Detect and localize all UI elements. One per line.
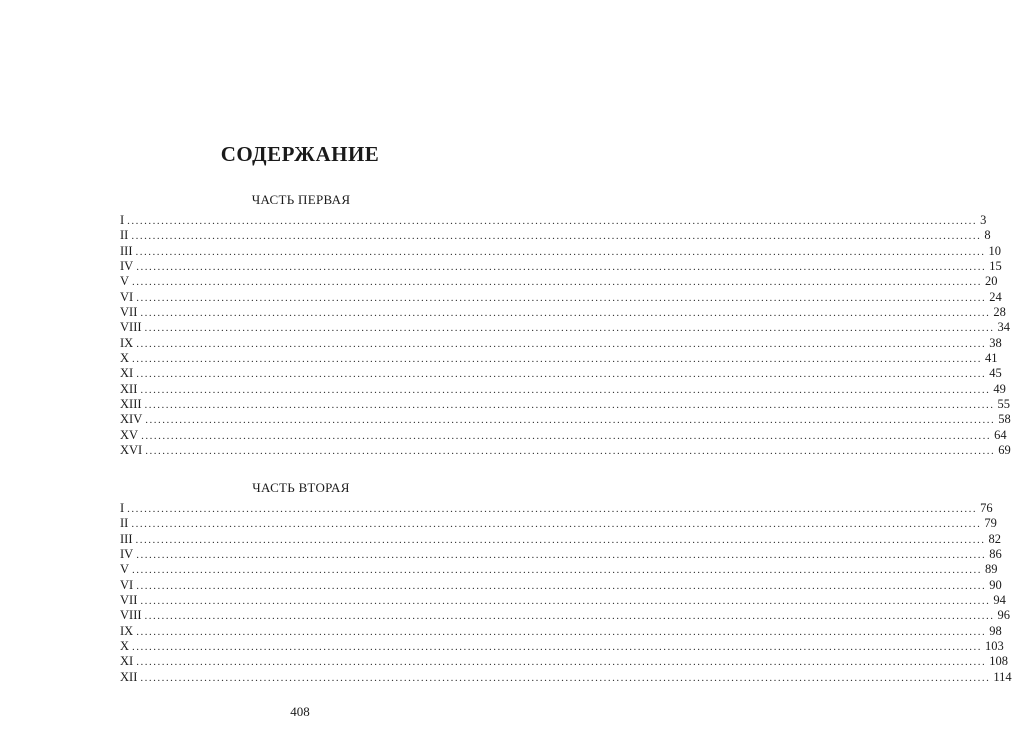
chapter-number: I [120, 213, 125, 227]
chapter-page-number: 94 [993, 592, 1006, 607]
dot-leader: ........................................................................................................................................................................................................ [135, 245, 986, 258]
chapter-page-number: 98 [989, 623, 1002, 638]
chapter-number: IX [120, 335, 134, 350]
toc-entry [120, 654, 1008, 669]
chapter-number: II [120, 228, 129, 243]
dot-leader: ........................................................................................................................................................................................................ [136, 260, 987, 273]
chapter-page-number: 10 [988, 243, 1001, 258]
chapter-number: X [120, 638, 130, 653]
chapter-number: VI [120, 289, 134, 304]
toc-entry [120, 427, 1007, 443]
chapter-number: VII [120, 304, 138, 319]
dot-leader: ........................................................................................................................................................................................................ [144, 398, 995, 411]
chapter-page-number: 15 [989, 258, 1002, 273]
chapter-page-number: 41 [985, 350, 998, 365]
chapter-page-number: 49 [993, 381, 1006, 396]
chapter-number: I [120, 501, 125, 515]
chapter-number: IV [120, 258, 134, 273]
dot-leader: ........................................................................................................................................................................................................ [127, 503, 978, 515]
toc-part-two [120, 479, 1012, 685]
chapter-number: XI [120, 654, 134, 669]
part-heading: ЧАСТЬ ПЕРВАЯ [251, 192, 351, 207]
dot-leader: ........................................................................................................................................................................................................ [132, 352, 983, 365]
dot-leader: ........................................................................................................................................................................................................ [140, 594, 991, 607]
toc-part-one [120, 191, 1011, 458]
toc-entry [120, 608, 1011, 623]
chapter-page-number: 90 [989, 577, 1002, 592]
dot-leader: ........................................................................................................................................................................................................ [132, 276, 983, 289]
chapter-page-number: 86 [989, 546, 1002, 561]
toc-entry [120, 350, 998, 366]
chapter-page-number: 76 [980, 501, 993, 515]
chapter-page-number: 45 [989, 366, 1002, 381]
toc-list [120, 213, 1011, 458]
toc-entry [120, 562, 998, 577]
toc-entry [120, 258, 1002, 274]
toc-entry [120, 213, 987, 228]
chapter-page-number: 114 [993, 669, 1012, 684]
dot-leader: ........................................................................................................................................................................................................ [131, 518, 982, 531]
dot-leader: ........................................................................................................................................................................................................ [145, 414, 996, 427]
toc-entry [120, 381, 1006, 397]
page-title: СОДЕРЖАНИЕ [220, 142, 380, 166]
chapter-number: VI [120, 577, 134, 592]
chapter-number: IX [120, 623, 134, 638]
chapter-number: XI [120, 366, 134, 381]
chapter-page-number: 55 [997, 396, 1011, 411]
toc-entry [120, 274, 998, 289]
chapter-number: XV [120, 427, 139, 442]
dot-leader: ........................................................................................................................................................................................................ [136, 579, 987, 592]
part-heading: ЧАСТЬ ВТОРАЯ [252, 480, 350, 495]
dot-leader: ........................................................................................................................................................................................................ [140, 383, 991, 396]
chapter-number: III [120, 531, 133, 546]
chapter-number: XIII [120, 396, 142, 411]
dot-leader: ........................................................................................................................................................................................................ [140, 671, 991, 684]
chapter-number: XVI [120, 442, 143, 457]
toc-entry [120, 243, 1001, 259]
chapter-page-number: 69 [998, 442, 1011, 457]
dot-leader: ........................................................................................................................................................................................................ [136, 625, 987, 638]
toc-entry [120, 289, 1002, 305]
chapter-page-number: 3 [980, 213, 987, 227]
chapter-number: VIII [120, 320, 142, 335]
chapter-page-number: 24 [989, 289, 1002, 304]
toc-entry [120, 623, 1002, 639]
dot-leader: ........................................................................................................................................................................................................ [132, 564, 983, 577]
dot-leader: ........................................................................................................................................................................................................ [144, 322, 995, 335]
toc-list [120, 501, 1012, 685]
toc-entry [120, 516, 997, 531]
chapter-page-number: 82 [988, 531, 1001, 546]
chapter-page-number: 108 [989, 654, 1008, 669]
toc-entry [120, 669, 1012, 685]
chapter-page-number: 89 [985, 562, 998, 577]
toc-entry [120, 366, 1002, 381]
page-number: 408 [290, 704, 310, 719]
toc-entry [120, 546, 1002, 562]
chapter-number: X [120, 350, 130, 365]
chapter-page-number: 103 [985, 638, 1004, 653]
toc-entry [120, 412, 1011, 427]
chapter-number: III [120, 243, 133, 258]
toc-entry [120, 577, 1002, 593]
toc-entry [120, 335, 1002, 351]
chapter-page-number: 20 [985, 274, 998, 289]
chapter-page-number: 58 [998, 412, 1011, 427]
toc-entry [120, 396, 1011, 412]
chapter-number: XII [120, 381, 138, 396]
chapter-page-number: 8 [984, 228, 991, 243]
dot-leader: ........................................................................................................................................................................................................ [136, 291, 987, 304]
chapter-page-number: 38 [989, 335, 1002, 350]
toc-entry [120, 501, 993, 516]
toc-entry [120, 592, 1006, 608]
dot-leader: ........................................................................................................................................................................................................ [140, 306, 991, 319]
chapter-number: V [120, 274, 130, 289]
dot-leader: ........................................................................................................................................................................................................ [135, 533, 986, 546]
dot-leader: ........................................................................................................................................................................................................ [141, 429, 992, 442]
dot-leader: ........................................................................................................................................................................................................ [136, 337, 987, 350]
chapter-number: XII [120, 669, 138, 684]
dot-leader: ........................................................................................................................................................................................................ [131, 230, 982, 243]
toc-entry [120, 228, 991, 243]
dot-leader: ........................................................................................................................................................................................................ [132, 640, 983, 653]
toc-entry [120, 304, 1006, 320]
dot-leader: ........................................................................................................................................................................................................ [127, 215, 978, 227]
toc-entry [120, 442, 1011, 458]
chapter-number: XIV [120, 412, 143, 427]
dot-leader: ........................................................................................................................................................................................................ [136, 368, 987, 381]
toc-entry [120, 320, 1011, 335]
chapter-page-number: 34 [997, 320, 1011, 335]
toc-entry [120, 638, 1004, 654]
chapter-page-number: 64 [994, 427, 1007, 442]
chapter-number: VII [120, 592, 138, 607]
dot-leader: ........................................................................................................................................................................................................ [136, 656, 987, 669]
chapter-page-number: 79 [984, 516, 997, 531]
chapter-number: II [120, 516, 129, 531]
chapter-number: IV [120, 546, 134, 561]
dot-leader: ........................................................................................................................................................................................................ [136, 548, 987, 561]
toc-entry [120, 531, 1001, 547]
chapter-page-number: 28 [993, 304, 1006, 319]
dot-leader: ........................................................................................................................................................................................................ [144, 610, 995, 623]
chapter-page-number: 96 [997, 608, 1011, 623]
chapter-number: V [120, 562, 130, 577]
chapter-number: VIII [120, 608, 142, 623]
dot-leader: ........................................................................................................................................................................................................ [145, 444, 996, 457]
